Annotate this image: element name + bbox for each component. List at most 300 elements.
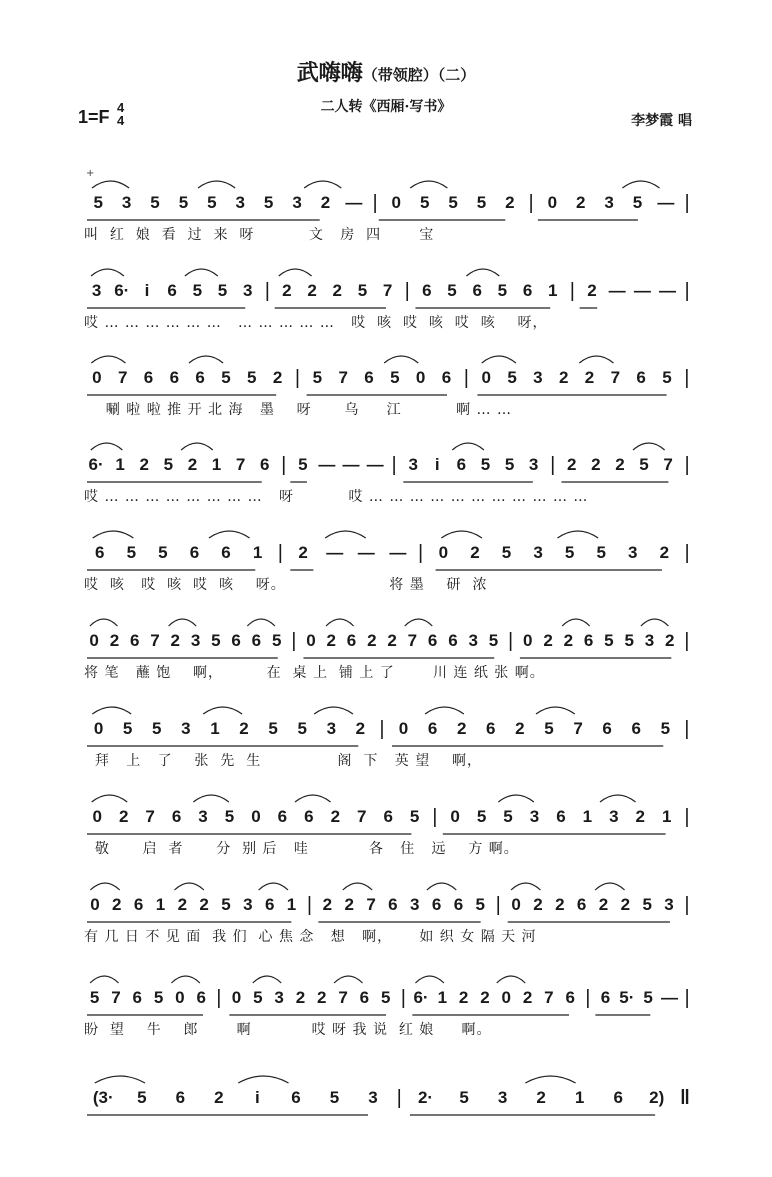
- note: (3·: [92, 1088, 114, 1107]
- slur-arc: [497, 976, 525, 983]
- note: 5: [497, 281, 508, 300]
- lyrics-line: 哎 … … … … … … … … 呀 哎 … … … … … … … … … … …: [84, 489, 589, 505]
- slur-arc: [405, 619, 433, 626]
- note: 2: [515, 719, 525, 738]
- note: 5: [624, 631, 634, 650]
- note: 6: [388, 895, 398, 914]
- slur-arc: [562, 619, 590, 626]
- note: 5: [122, 719, 133, 738]
- note: 6: [600, 988, 611, 1007]
- note: 2: [317, 988, 327, 1007]
- note: 3: [529, 807, 540, 826]
- note: 5: [503, 807, 513, 826]
- note: 2): [649, 1088, 665, 1107]
- note: 5: [564, 543, 575, 562]
- slur-arc: [247, 619, 275, 626]
- note: 0: [501, 988, 512, 1007]
- note: 5: [459, 1088, 469, 1107]
- slur-arc: [482, 356, 516, 363]
- note: 6·: [413, 988, 429, 1007]
- note: 5: [312, 368, 323, 387]
- note: 7: [407, 631, 418, 650]
- note-line: [84, 628, 694, 654]
- note: 5: [137, 1088, 147, 1107]
- note: 5: [224, 807, 235, 826]
- bar-line: |: [306, 894, 313, 916]
- slur-arc: [91, 269, 124, 276]
- note: 0: [231, 988, 242, 1007]
- note: 2: [326, 631, 336, 650]
- note: 0: [438, 543, 449, 562]
- slur-arc: [259, 883, 288, 890]
- note: 5: [153, 988, 164, 1007]
- note: 7: [150, 631, 160, 650]
- note: 3: [604, 193, 614, 212]
- note: 6: [576, 895, 587, 914]
- note: 5: [93, 193, 103, 212]
- note: 6: [304, 807, 314, 826]
- note: —: [342, 455, 360, 474]
- slur-arc: [334, 976, 362, 983]
- bar-line: |: [684, 542, 690, 564]
- note: 6·: [88, 455, 104, 474]
- lyrics-line: 叫 红 娘 看 过 来 呀 文 房 四 宝: [84, 227, 435, 243]
- bar-line: |: [569, 280, 575, 302]
- note: 1: [210, 719, 220, 738]
- singer-credit: 李梦霞 唱: [631, 113, 692, 129]
- note: 5: [507, 368, 517, 387]
- note: 0: [251, 807, 261, 826]
- note: 6: [132, 988, 143, 1007]
- bar-line: |: [432, 806, 438, 828]
- slur-marks: [84, 963, 694, 985]
- note: 6: [427, 719, 438, 738]
- note: 6: [143, 368, 154, 387]
- note: 0: [450, 807, 460, 826]
- bar-line: |: [391, 454, 397, 476]
- bar-line: |: [684, 192, 690, 214]
- note: 5: [217, 281, 228, 300]
- note: —: [659, 281, 677, 300]
- slur-marks: [84, 870, 694, 892]
- lyrics-line: [84, 1119, 694, 1141]
- slur-arc: [314, 707, 353, 714]
- score-row: [84, 1085, 694, 1177]
- note: 2: [659, 543, 670, 562]
- bar-line: |: [528, 192, 534, 214]
- title-main: 武嗨嗨: [296, 60, 363, 86]
- note: 2: [470, 543, 480, 562]
- slur-marks: [84, 430, 694, 452]
- note: 5: [448, 193, 458, 212]
- note: 5: [158, 543, 168, 562]
- note: 7: [338, 368, 348, 387]
- note: 6: [175, 1088, 186, 1107]
- bar-line: |: [684, 454, 690, 476]
- slur-arc: [181, 443, 213, 450]
- slur-arc: [633, 443, 665, 450]
- note: 3: [181, 719, 191, 738]
- tempo-mark: +: [86, 168, 95, 179]
- note-line: [84, 540, 694, 566]
- bar-line: |: [216, 987, 222, 1009]
- bar-line: |: [372, 192, 378, 214]
- note: 2: [620, 895, 631, 914]
- note: 2: [533, 895, 543, 914]
- slur-arc: [415, 976, 443, 983]
- note: 2: [320, 193, 331, 212]
- note: 6: [221, 543, 231, 562]
- note: 5: [297, 719, 307, 738]
- slur-arc: [304, 181, 341, 188]
- note: 2: [177, 895, 188, 914]
- note: 5: [126, 543, 137, 562]
- slur-arc: [622, 181, 659, 188]
- note: 2: [458, 988, 469, 1007]
- note: 3: [121, 193, 132, 212]
- key-signature: 1=F: [78, 107, 110, 127]
- slur-arc: [410, 181, 447, 188]
- note: 2: [665, 631, 675, 650]
- note: —: [657, 193, 675, 212]
- note: 6: [95, 543, 105, 562]
- note: 3: [497, 1088, 508, 1107]
- note-line: [84, 985, 694, 1011]
- note: 5: [89, 988, 100, 1007]
- note: 2: [330, 807, 341, 826]
- note: 6: [422, 281, 432, 300]
- bar-line: |: [404, 280, 410, 302]
- note: 3: [468, 631, 478, 650]
- lyrics-line: 将 笔 蘸 饱 啊， 在 桌 上 铺 上 了 川 连 纸 张 啊。: [84, 665, 545, 681]
- note: 1: [115, 455, 125, 474]
- note: 3: [533, 368, 543, 387]
- slur-arc: [525, 1076, 575, 1083]
- note: 3: [91, 281, 102, 300]
- note-line: [84, 1085, 694, 1111]
- note: —: [366, 455, 384, 474]
- note: 5: [207, 193, 217, 212]
- note: 5: [419, 193, 430, 212]
- note: 6: [602, 719, 612, 738]
- note: 0: [547, 193, 558, 212]
- slur-arc: [91, 443, 123, 450]
- note: 0: [93, 719, 104, 738]
- note: 6: [364, 368, 374, 387]
- slur-arc: [203, 707, 242, 714]
- note: 6: [291, 1088, 301, 1107]
- slur-arc: [193, 795, 229, 802]
- note: 2: [295, 988, 306, 1007]
- note: 7: [663, 455, 673, 474]
- note: 0: [391, 193, 401, 212]
- note: 1: [155, 895, 166, 914]
- note: 3: [326, 719, 337, 738]
- note: 0: [523, 631, 533, 650]
- note: 6: [448, 631, 458, 650]
- note: 5: [409, 807, 420, 826]
- note: 3: [628, 543, 638, 562]
- bar-line: |: [684, 367, 690, 389]
- slur-arc: [326, 619, 354, 626]
- note: 5: [544, 719, 554, 738]
- note: 5: [152, 719, 162, 738]
- note: 2: [615, 455, 625, 474]
- note: 1: [252, 543, 263, 562]
- note: i: [434, 455, 440, 474]
- note: 5: [488, 631, 499, 650]
- note: 2: [367, 631, 377, 650]
- note: —: [633, 281, 651, 300]
- note: —: [345, 193, 363, 212]
- note: —: [389, 543, 407, 562]
- note: 2: [282, 281, 292, 300]
- note: 5: [253, 988, 263, 1007]
- note: 3: [664, 895, 674, 914]
- slur-arc: [92, 707, 131, 714]
- note: 3: [609, 807, 619, 826]
- note: 5: [447, 281, 457, 300]
- note: 7: [382, 281, 393, 300]
- note: 5: [642, 895, 652, 914]
- bar-line: |: [294, 367, 301, 389]
- slur-arc: [557, 531, 598, 538]
- note: 5: [221, 895, 231, 914]
- note: 7: [544, 988, 554, 1007]
- note: 2: [543, 631, 553, 650]
- note: 5: [247, 368, 257, 387]
- note: 6: [456, 455, 467, 474]
- slur-arc: [325, 531, 366, 538]
- note: 6: [431, 895, 442, 914]
- slur-arc: [174, 883, 203, 890]
- note: 0: [511, 895, 521, 914]
- note: 3: [644, 631, 655, 650]
- song-title: [0, 56, 772, 87]
- note-line: [84, 365, 694, 391]
- slur-marks: [84, 782, 694, 804]
- note: 5: [211, 631, 221, 650]
- note: 2: [563, 631, 574, 650]
- note: 0: [90, 895, 100, 914]
- note: 0: [175, 988, 185, 1007]
- note: 0: [89, 631, 99, 650]
- note: 6: [195, 368, 205, 387]
- note: 5: [480, 455, 491, 474]
- note: 0: [92, 807, 102, 826]
- note: 7: [145, 807, 155, 826]
- slur-arc: [238, 1076, 288, 1083]
- note: 6·: [114, 281, 130, 300]
- note: 5: [643, 988, 653, 1007]
- note: 2: [505, 193, 515, 212]
- note: 3: [528, 455, 539, 474]
- slur-arc: [169, 619, 197, 626]
- note: 6: [383, 807, 393, 826]
- note: 1: [437, 988, 448, 1007]
- note: 3: [198, 807, 208, 826]
- note: 5: [163, 455, 174, 474]
- note: 6: [346, 631, 357, 650]
- note-line: [84, 278, 694, 304]
- note: 7: [357, 807, 367, 826]
- song-subtitle: 二人转《西厢·写书》: [320, 99, 452, 115]
- bar-line: |: [550, 454, 556, 476]
- slur-arc: [295, 795, 331, 802]
- note: —: [357, 543, 375, 562]
- note: 2: [587, 281, 597, 300]
- note-line: [84, 190, 694, 216]
- slur-arc: [253, 976, 281, 983]
- note: 5: [476, 807, 487, 826]
- note: 5: [639, 455, 649, 474]
- note: 3: [235, 193, 245, 212]
- bar-line: |: [463, 367, 469, 389]
- slur-arc: [189, 356, 223, 363]
- slur-arc: [384, 356, 418, 363]
- slur-arc: [91, 356, 125, 363]
- slur-arc: [90, 883, 119, 890]
- note: 1: [211, 455, 222, 474]
- note-line: [84, 804, 694, 830]
- slur-arc: [171, 976, 199, 983]
- bar-line: |: [379, 718, 385, 740]
- slur-arc: [641, 619, 669, 626]
- slur-arc: [425, 707, 464, 714]
- slur-arc: [536, 707, 575, 714]
- note: 5: [221, 368, 231, 387]
- bar-line: |: [396, 1087, 402, 1109]
- note: 5: [357, 281, 368, 300]
- slur-arc: [600, 795, 636, 802]
- note: 2: [298, 543, 308, 562]
- note: 6: [189, 543, 200, 562]
- note: 3: [274, 988, 284, 1007]
- note: 1: [548, 281, 558, 300]
- slur-marks: [84, 343, 694, 365]
- note: 6: [453, 895, 464, 914]
- bar-line: ‖: [679, 1087, 690, 1109]
- note: 0: [415, 368, 426, 387]
- slur-marks: [84, 256, 694, 278]
- slur-arc: [579, 356, 613, 363]
- bar-line: |: [684, 894, 690, 916]
- slur-arc: [92, 795, 128, 802]
- bar-line: |: [264, 280, 270, 302]
- note: —: [660, 988, 678, 1007]
- slur-arc: [511, 883, 540, 890]
- bar-line: |: [400, 987, 406, 1009]
- slur-arc: [95, 1076, 145, 1083]
- slur-arc: [595, 883, 624, 890]
- note: i: [144, 281, 150, 300]
- note: 5: [604, 631, 614, 650]
- note: 2: [558, 368, 569, 387]
- note: 0: [92, 368, 102, 387]
- slur-marks: [84, 518, 694, 540]
- slur-arc: [343, 883, 372, 890]
- lyrics-line: 盼 望 牛 郎 啊 哎 呀 我 说 红 娘 啊。: [84, 1022, 492, 1038]
- note: —: [318, 455, 336, 474]
- bar-line: |: [418, 542, 424, 564]
- note-line: [84, 716, 694, 742]
- slur-arc: [452, 443, 484, 450]
- bar-line: |: [277, 542, 283, 564]
- note: 6: [129, 631, 140, 650]
- lyrics-line: 有 几 日 不 见 面 我 们 心 焦 念 想 啊， 如 织 女 隔 天 河: [84, 929, 537, 945]
- note: 2: [272, 368, 283, 387]
- note: 2: [591, 455, 601, 474]
- note-line: [84, 892, 694, 918]
- note: 6: [636, 368, 646, 387]
- slur-marks: [84, 606, 694, 628]
- note: 6: [472, 281, 482, 300]
- note: 3: [410, 895, 420, 914]
- note: 5: [192, 281, 203, 300]
- note: 5: [662, 368, 672, 387]
- note: 5: [380, 988, 391, 1007]
- note: 6: [359, 988, 370, 1007]
- note: 5: [476, 193, 487, 212]
- note: 2: [187, 455, 198, 474]
- note: 5: [178, 193, 189, 212]
- note: 2: [555, 895, 565, 914]
- slur-arc: [279, 269, 312, 276]
- slur-arc: [90, 619, 118, 626]
- bar-line: |: [495, 894, 501, 916]
- slur-arc: [93, 531, 134, 538]
- note: 1: [582, 807, 593, 826]
- slur-arc: [92, 181, 129, 188]
- bar-line: |: [684, 718, 690, 740]
- bar-line: |: [684, 987, 690, 1009]
- note: 5: [329, 1088, 340, 1107]
- note: i: [255, 1088, 260, 1107]
- note: 5: [504, 455, 515, 474]
- bar-line: |: [684, 630, 690, 652]
- note: 1: [286, 895, 297, 914]
- bar-line: |: [585, 987, 591, 1009]
- slur-marks: [84, 694, 694, 716]
- note: 6: [631, 719, 641, 738]
- note: 2: [355, 719, 366, 738]
- note: 2: [522, 988, 533, 1007]
- lyrics-line: 哎 咳 哎 咳 哎 咳 呀。 将 墨 研 浓: [84, 577, 488, 593]
- note: 1: [574, 1088, 585, 1107]
- lyrics-line: 敬 启 者 分 别 后 哇 各 住 远 方 啊。: [84, 841, 519, 857]
- note: 5: [390, 368, 400, 387]
- note: 6: [522, 281, 533, 300]
- note: 3: [242, 281, 253, 300]
- bar-line: |: [684, 806, 690, 828]
- note: 2: [170, 631, 180, 650]
- slur-arc: [466, 269, 499, 276]
- note: —: [608, 281, 626, 300]
- bar-line: |: [291, 630, 297, 652]
- note: 7: [235, 455, 246, 474]
- note: 7: [573, 719, 583, 738]
- note: 2·: [417, 1088, 434, 1107]
- note: 5: [632, 193, 643, 212]
- note: 3: [190, 631, 201, 650]
- note: 6: [583, 631, 594, 650]
- meter-bottom: 4: [117, 113, 125, 128]
- note: 2: [575, 193, 586, 212]
- note: 5: [150, 193, 160, 212]
- note: 2: [112, 895, 122, 914]
- note: 2: [344, 895, 354, 914]
- title-suffix: （带领腔）（二）: [362, 66, 476, 84]
